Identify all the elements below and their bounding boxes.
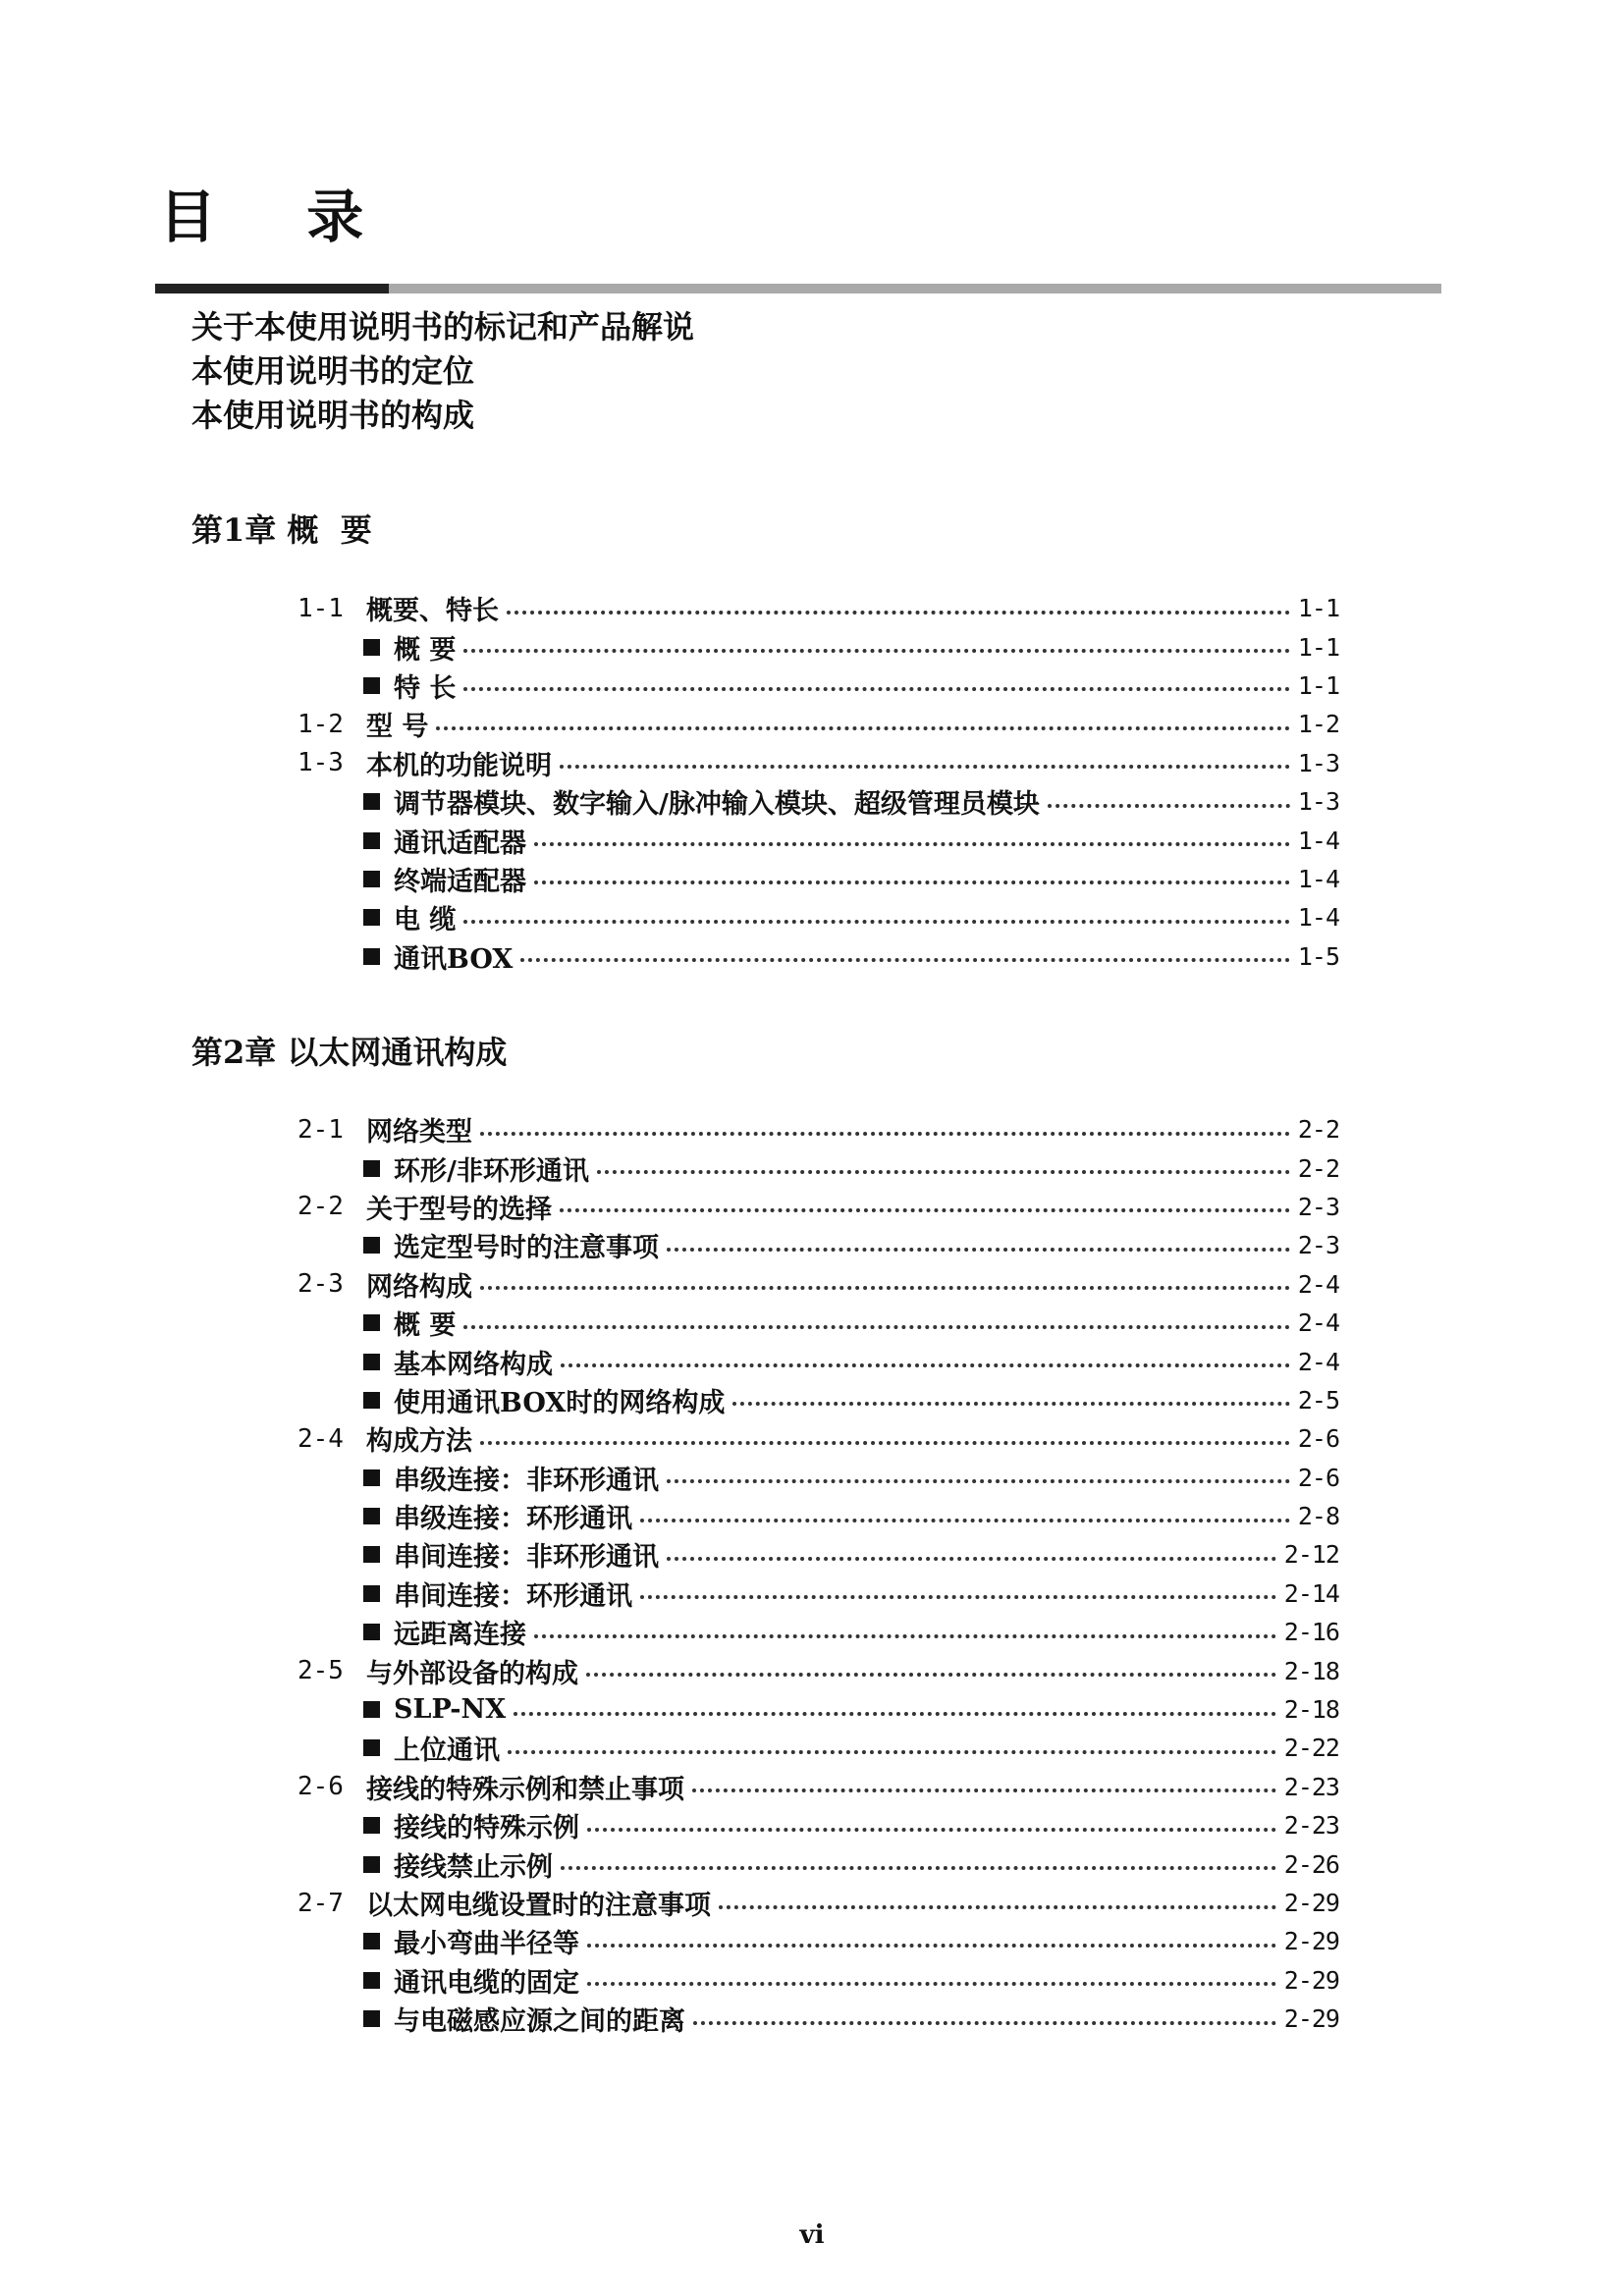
entry-label: 通讯BOX [394, 943, 514, 975]
page-ref: 1-4 [1297, 903, 1339, 933]
square-bullet-icon [363, 1469, 380, 1486]
entry-label: 串级连接：非环形通讯 [394, 1465, 659, 1496]
toc-subentry[interactable] [298, 1729, 1339, 1767]
toc-subentry[interactable] [298, 1148, 1339, 1187]
entry-label: 型 号 [366, 712, 429, 743]
toc-entry[interactable] [298, 1110, 1339, 1148]
chapter-1-toc [298, 589, 1339, 976]
entry-label: 通讯电缆的固定 [394, 1967, 579, 1999]
dot-leader [514, 1712, 1276, 1716]
page-ref: 1-2 [1297, 710, 1339, 739]
page-ref: 2-6 [1297, 1424, 1339, 1454]
entry-label: 与电磁感应源之间的距离 [394, 2006, 685, 2038]
entry-label: 接线禁止示例 [394, 1851, 553, 1883]
toc-entry[interactable] [298, 1265, 1339, 1304]
entry-label: 环形/非环形通讯 [394, 1155, 589, 1187]
dot-leader [640, 1595, 1276, 1599]
dot-leader [507, 611, 1290, 614]
toc-subentry[interactable] [298, 1342, 1339, 1380]
toc-subentry[interactable] [298, 937, 1339, 976]
page-ref: 1-4 [1297, 864, 1339, 893]
entry-label: 构成方法 [366, 1426, 472, 1458]
intro-item[interactable]: 本使用说明书的构成 [191, 397, 475, 434]
dot-leader [520, 958, 1290, 962]
toc-subentry[interactable] [298, 1535, 1339, 1574]
dot-leader [534, 881, 1290, 884]
page-ref: 1-3 [1297, 748, 1339, 777]
page-ref: 2-16 [1283, 1618, 1339, 1647]
page-ref: 2-23 [1283, 1811, 1339, 1841]
toc-entry[interactable] [298, 1651, 1339, 1689]
toc-subentry[interactable] [298, 1459, 1339, 1497]
dot-leader [508, 1750, 1276, 1754]
entry-label: 调节器模块、数字输入/脉冲输入模块、超级管理员模块 [394, 789, 1040, 821]
toc-entry[interactable] [298, 1419, 1339, 1458]
entry-label: 本机的功能说明 [366, 750, 552, 781]
section-number: 2-1 [298, 1114, 344, 1145]
square-bullet-icon [363, 677, 380, 694]
page-ref: 1-5 [1297, 941, 1339, 971]
toc-subentry[interactable] [298, 782, 1339, 821]
page-number: vi [799, 2220, 825, 2250]
toc-subentry[interactable] [298, 1922, 1339, 1960]
page-ref: 2-22 [1283, 1734, 1339, 1763]
page-ref: 2-26 [1283, 1849, 1339, 1879]
square-bullet-icon [363, 1972, 380, 1989]
dot-leader [1048, 804, 1290, 808]
dot-leader [463, 1325, 1289, 1329]
entry-label: 上位通讯 [394, 1735, 500, 1767]
page-ref: 2-29 [1283, 2004, 1339, 2034]
entry-label: 概要、特长 [366, 596, 499, 627]
page-ref: 2-29 [1283, 1927, 1339, 1956]
page-ref: 2-5 [1297, 1385, 1339, 1415]
page-ref: 2-4 [1297, 1347, 1339, 1376]
entry-label: 与外部设备的构成 [366, 1658, 578, 1689]
square-bullet-icon [363, 1585, 380, 1602]
toc-subentry[interactable] [298, 1575, 1339, 1613]
page-ref: 2-2 [1297, 1115, 1339, 1145]
square-bullet-icon [363, 1508, 380, 1524]
square-bullet-icon [363, 1237, 380, 1254]
entry-label: 选定型号时的注意事项 [394, 1233, 659, 1264]
title-rule-accent [155, 284, 389, 294]
page-ref: 2-23 [1283, 1772, 1339, 1801]
square-bullet-icon [363, 1701, 380, 1718]
page-ref: 2-14 [1283, 1578, 1339, 1608]
page-ref: 2-2 [1297, 1153, 1339, 1183]
section-number: 1-2 [298, 709, 344, 739]
dot-leader [534, 1634, 1276, 1638]
dot-leader [480, 1132, 1290, 1136]
entry-label: SLP-NX [394, 1694, 507, 1726]
section-number: 2-7 [298, 1888, 344, 1918]
dot-leader [587, 1982, 1276, 1986]
toc-entry[interactable] [298, 705, 1339, 743]
entry-label: 特 长 [394, 672, 457, 704]
entry-label: 串间连接：非环形通讯 [394, 1542, 659, 1574]
toc-entry[interactable] [298, 589, 1339, 627]
entry-label: 基本网络构成 [394, 1349, 553, 1380]
entry-label: 网络构成 [366, 1271, 472, 1303]
entry-label: 远距离连接 [394, 1620, 526, 1651]
dot-leader [597, 1170, 1290, 1174]
page-ref: 1-1 [1297, 670, 1339, 700]
square-bullet-icon [363, 1354, 380, 1370]
entry-label: 使用通讯BOX时的网络构成 [394, 1387, 726, 1418]
page-ref: 2-6 [1297, 1463, 1339, 1492]
intro-item[interactable]: 关于本使用说明书的标记和产品解说 [191, 308, 695, 346]
page-ref: 2-12 [1283, 1540, 1339, 1570]
dot-leader [667, 1557, 1276, 1561]
square-bullet-icon [363, 909, 380, 926]
toc-entry[interactable] [298, 744, 1339, 782]
toc-subentry[interactable] [298, 2000, 1339, 2038]
dot-leader [463, 687, 1289, 691]
dot-leader [480, 1441, 1290, 1445]
entry-label: 概 要 [394, 634, 457, 666]
entry-label: 以太网电缆设置时的注意事项 [366, 1891, 711, 1921]
title-rule [155, 284, 1441, 294]
toc-subentry[interactable] [298, 898, 1339, 936]
dot-leader [534, 842, 1290, 846]
toc-subentry[interactable] [298, 1226, 1339, 1264]
dot-leader [667, 1248, 1290, 1252]
entry-label: 接线的特殊示例 [394, 1813, 579, 1844]
entry-label: 概 要 [394, 1310, 457, 1342]
section-number: 2-6 [298, 1772, 344, 1802]
toc-subentry[interactable] [298, 860, 1339, 898]
entry-label: 串级连接：环形通讯 [394, 1504, 632, 1535]
toc-subentry[interactable] [298, 667, 1339, 705]
dot-leader [667, 1479, 1290, 1483]
toc-subentry[interactable] [298, 1304, 1339, 1342]
intro-list [191, 305, 694, 438]
chapter-2-heading[interactable]: 第2章 以太网通讯构成 [191, 1034, 508, 1071]
toc-entry[interactable] [298, 1768, 1339, 1806]
toc-subentry[interactable] [298, 1381, 1339, 1419]
dot-leader [560, 1208, 1290, 1212]
toc-subentry[interactable] [298, 1613, 1339, 1651]
square-bullet-icon [363, 1624, 380, 1640]
square-bullet-icon [363, 832, 380, 849]
square-bullet-icon [363, 1739, 380, 1756]
toc-subentry[interactable] [298, 821, 1339, 859]
entry-label: 终端适配器 [394, 866, 526, 897]
square-bullet-icon [363, 793, 380, 810]
square-bullet-icon [363, 2010, 380, 2027]
page-ref: 2-18 [1283, 1656, 1339, 1685]
dot-leader [586, 1673, 1276, 1677]
toc-subentry[interactable] [298, 1497, 1339, 1535]
dot-leader [561, 1866, 1276, 1870]
chapter-1-heading[interactable]: 第1章 概 要 [191, 511, 372, 549]
dot-leader [587, 1944, 1276, 1948]
toc-subentry[interactable] [298, 1690, 1339, 1729]
entry-label: 电 缆 [394, 905, 457, 936]
square-bullet-icon [363, 1933, 380, 1949]
toc-subentry[interactable] [298, 1961, 1339, 2000]
square-bullet-icon [363, 1856, 380, 1873]
section-number: 2-2 [298, 1192, 344, 1222]
dot-leader [480, 1286, 1290, 1290]
dot-leader [561, 1363, 1290, 1367]
entry-label: 串间连接：环形通讯 [394, 1580, 632, 1612]
page-ref: 2-18 [1283, 1695, 1339, 1725]
entry-label: 最小弯曲半径等 [394, 1929, 579, 1960]
section-number: 2-3 [298, 1269, 344, 1300]
dot-leader [640, 1519, 1290, 1522]
square-bullet-icon [363, 639, 380, 656]
intro-item[interactable]: 本使用说明书的定位 [191, 352, 475, 390]
dot-leader [719, 1905, 1276, 1909]
dot-leader [587, 1828, 1276, 1832]
page-ref: 2-4 [1297, 1269, 1339, 1299]
dot-leader [732, 1402, 1290, 1406]
dot-leader [463, 920, 1289, 924]
square-bullet-icon [363, 1392, 380, 1409]
square-bullet-icon [363, 948, 380, 965]
dot-leader [692, 1789, 1276, 1792]
entry-label: 网络类型 [366, 1117, 472, 1148]
toc-subentry[interactable] [298, 1844, 1339, 1883]
toc-subentry[interactable] [298, 627, 1339, 666]
entry-label: 通讯适配器 [394, 828, 526, 859]
page-title: 目 录 [159, 184, 400, 250]
toc-subentry[interactable] [298, 1806, 1339, 1844]
dot-leader [693, 2021, 1276, 2025]
toc-entry[interactable] [298, 1884, 1339, 1922]
square-bullet-icon [363, 1160, 380, 1177]
dot-leader [463, 649, 1289, 653]
dot-leader [560, 765, 1290, 769]
square-bullet-icon [363, 871, 380, 887]
square-bullet-icon [363, 1817, 380, 1834]
square-bullet-icon [363, 1314, 380, 1331]
entry-label: 接线的特殊示例和禁止事项 [366, 1774, 684, 1805]
page-ref: 2-3 [1297, 1231, 1339, 1260]
section-number: 1-1 [298, 593, 344, 623]
page-ref: 1-1 [1297, 632, 1339, 662]
page-ref: 1-1 [1297, 594, 1339, 623]
page-ref: 2-29 [1283, 1889, 1339, 1917]
page-ref: 2-4 [1297, 1308, 1339, 1338]
toc-entry[interactable] [298, 1188, 1339, 1226]
page-ref: 1-3 [1297, 787, 1339, 817]
dot-leader [436, 726, 1289, 730]
entry-label: 关于型号的选择 [366, 1194, 552, 1225]
section-number: 2-5 [298, 1656, 344, 1686]
section-number: 1-3 [298, 748, 344, 778]
chapter-2-toc [298, 1110, 1339, 2038]
square-bullet-icon [363, 1546, 380, 1563]
page-ref: 2-29 [1283, 1965, 1339, 1995]
page-ref: 1-4 [1297, 826, 1339, 855]
page-ref: 2-8 [1297, 1502, 1339, 1531]
page-ref: 2-3 [1297, 1192, 1339, 1221]
section-number: 2-4 [298, 1423, 344, 1454]
